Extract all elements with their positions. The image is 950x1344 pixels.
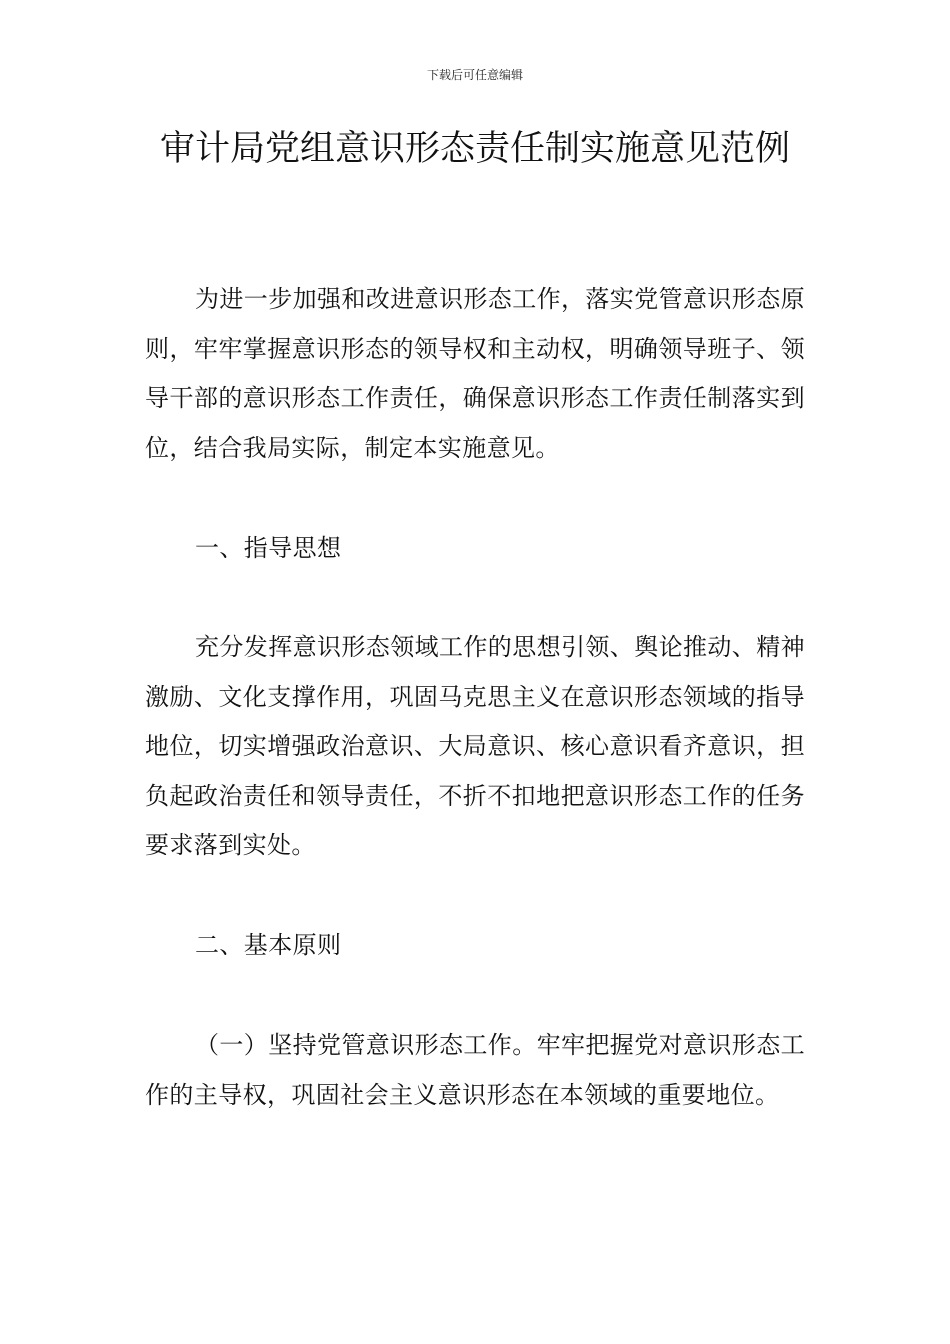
section-heading-guiding-ideology: 一、指导思想 (195, 534, 342, 562)
header-note: 下载后可任意编辑 (426, 68, 523, 82)
document-title: 审计局党组意识形态责任制实施意见范例 (159, 129, 790, 169)
intro-paragraph: 为进一步加强和改进意识形态工作，落实党管意识形态原则，牢牢掌握意识形态的领导权和主动权，明确领导班子、领导干部的意识形态工作责任，确保意识形态工作责任制落实到位，结合我局实际，制定本实施意见。 (145, 285, 805, 462)
guiding-ideology-paragraph: 充分发挥意识形态领域工作的思想引领、舆论推动、精神激励、文化支撑作用，巩固马克思主义在意识形态领域的指导地位，切实增强政治意识、大局意识、核心意识看齐意识，担负起政治责任和领导责任，不折不扣地把意识形态工作的任务要求落到实处。 (145, 633, 805, 859)
basic-principle-item-1: （一）坚持党管意识形态工作。牢牢把握党对意识形态工作的主导权，巩固社会主义意识形态在本领域的重要地位。 (145, 1031, 805, 1109)
section-heading-basic-principles: 二、基本原则 (195, 931, 342, 959)
